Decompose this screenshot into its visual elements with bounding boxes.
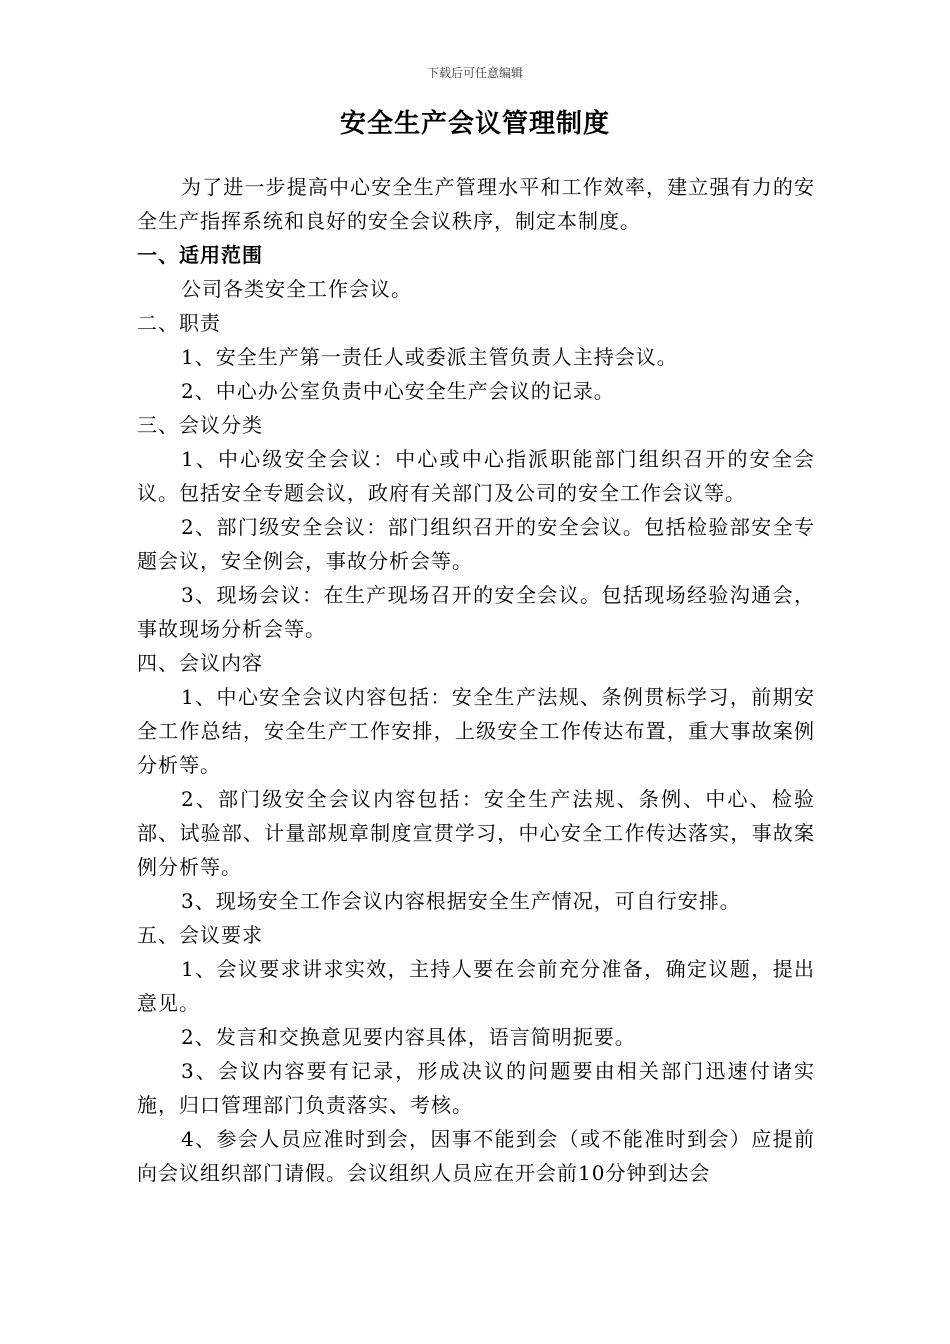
paragraph: 2、发言和交换意见要内容具体，语言简明扼要。 — [181, 1025, 636, 1049]
paragraph: 3、现场安全工作会议内容根据安全生产情况，可自行安排。 — [181, 889, 741, 913]
section-heading: 一、适用范围 — [137, 243, 263, 267]
paragraph: 公司各类安全工作会议。 — [181, 277, 412, 301]
paragraph: 3、现场会议：在生产现场召开的安全会议。包括现场经验沟通会，事故现场分析会等。 — [137, 583, 815, 641]
paragraph: 4、参会人员应准时到会，因事不能到会（或不能准时到会）应提前向会议组织部门请假。会议组织人员应在开会前10分钟到达会 — [137, 1127, 815, 1185]
paragraph: 1、中心级安全会议：中心或中心指派职能部门组织召开的安全会议。包括安全专题会议，政府有关部门及公司的安全工作会议等。 — [137, 447, 815, 505]
section-heading: 二、职责 — [137, 311, 221, 335]
paragraph: 1、中心安全会议内容包括：安全生产法规、条例贯标学习，前期安全工作总结，安全生产工作安排，上级安全工作传达布置，重大事故案例分析等。 — [137, 685, 815, 777]
paragraph: 1、安全生产第一责任人或委派主管负责人主持会议。 — [181, 345, 678, 369]
document-body — [137, 170, 815, 1190]
paragraph: 2、部门级安全会议：部门组织召开的安全会议。包括检验部安全专题会议，安全例会，事故分析会等。 — [137, 515, 815, 573]
section-heading: 四、会议内容 — [137, 651, 263, 675]
download-note: 下载后可任意编辑 — [426, 66, 523, 80]
paragraph: 2、中心办公室负责中心安全生产会议的记录。 — [181, 379, 615, 403]
paragraph: 2、部门级安全会议内容包括：安全生产法规、条例、中心、检验部、试验部、计量部规章制度宣贯学习，中心安全工作传达落实，事故案例分析等。 — [137, 787, 815, 879]
paragraph: 1、会议要求讲求实效，主持人要在会前充分准备，确定议题，提出意见。 — [137, 957, 815, 1015]
section-heading: 五、会议要求 — [137, 923, 263, 947]
paragraph: 3、会议内容要有记录，形成决议的问题要由相关部门迅速付诸实施，归口管理部门负责落实、考核。 — [137, 1059, 815, 1117]
document-title: 安全生产会议管理制度 — [339, 109, 610, 139]
section-heading: 三、会议分类 — [137, 413, 263, 437]
paragraph: 为了进一步提高中心安全生产管理水平和工作效率，建立强有力的安全生产指挥系统和良好的安全会议秩序，制定本制度。 — [137, 175, 815, 233]
